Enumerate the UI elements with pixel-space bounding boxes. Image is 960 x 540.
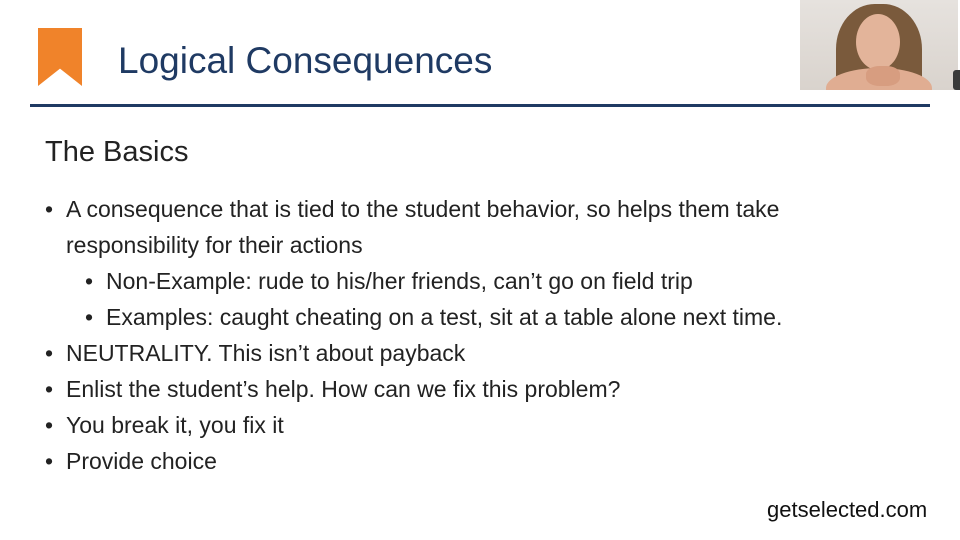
presenter-hands (866, 66, 900, 86)
bullet-list (45, 191, 845, 479)
title-divider (30, 104, 930, 107)
bullet-item: • A consequence that is tied to the student behavior, so helps them take responsibility for their actions (45, 191, 845, 263)
webcam-edge (953, 70, 960, 90)
presenter-face (856, 14, 900, 70)
slide-subtitle: The Basics (45, 136, 189, 168)
sub-bullet-item: • Non-Example: rude to his/her friends, can’t go on field trip (85, 263, 845, 299)
bullet-item: • Provide choice (45, 443, 845, 479)
footer-url: getselected.com (767, 497, 928, 522)
slide-title: Logical Consequences (118, 40, 493, 81)
webcam-video (800, 0, 958, 90)
bullet-item: • Enlist the student’s help. How can we fix this problem? (45, 371, 845, 407)
bullet-item: • You break it, you fix it (45, 407, 845, 443)
bookmark-icon (38, 28, 82, 86)
sub-bullet-item: • Examples: caught cheating on a test, sit at a table alone next time. (85, 299, 845, 335)
bullet-item: • NEUTRALITY. This isn’t about payback (45, 335, 845, 371)
